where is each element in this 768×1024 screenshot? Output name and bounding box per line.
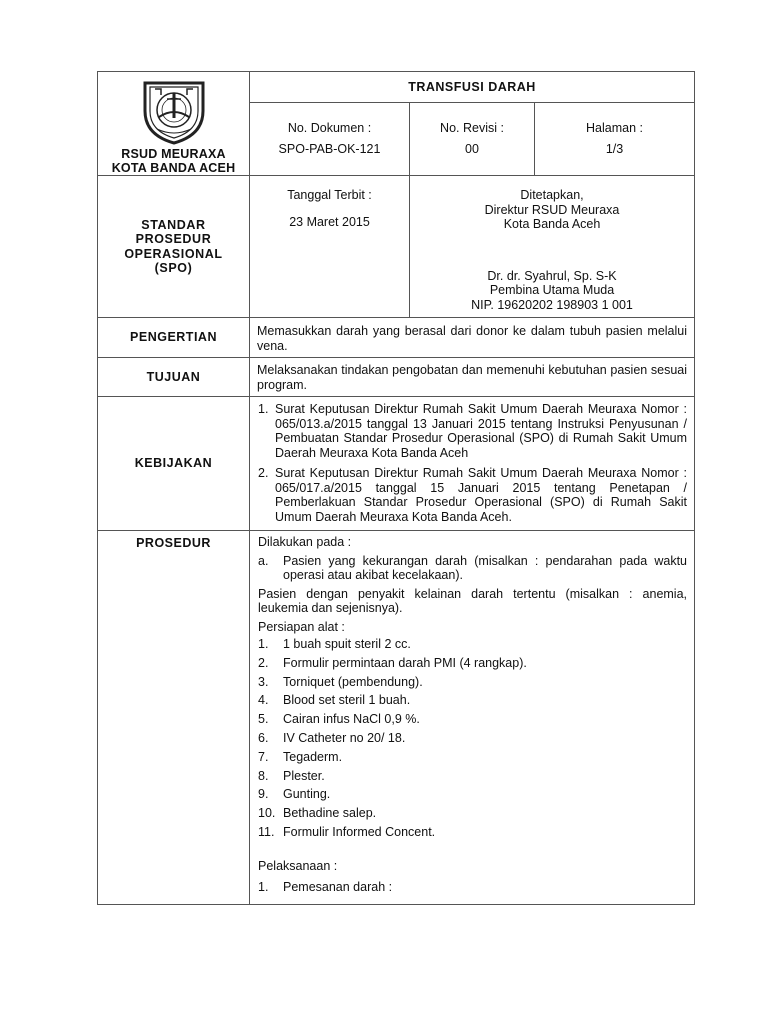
prosedur-intro: Dilakukan pada : [258, 535, 352, 549]
spo-line2: PROSEDUR [135, 232, 212, 246]
logo-cell [98, 72, 250, 176]
spo-line3: OPERASIONAL [124, 246, 223, 261]
hospital-name-line1: RSUD MEURAXA [121, 147, 226, 161]
prosedur-label: PROSEDUR [98, 531, 250, 905]
alat-item-text: 1 buah spuit steril 2 cc. [283, 637, 411, 651]
pelaksanaan-label: Pelaksanaan : [258, 859, 338, 874]
alat-list [258, 637, 687, 839]
direktur-nip: NIP. 19620202 198903 1 001 [471, 297, 633, 312]
pengertian-label: PENGERTIAN [98, 318, 250, 358]
no-revisi-value: 00 [465, 142, 479, 157]
kota-text: Kota Banda Aceh [503, 217, 601, 231]
alat-item [258, 731, 687, 746]
tanggal-terbit-cell [250, 176, 410, 318]
alat-item-text: Torniquet (pembendung). [283, 674, 423, 689]
alat-item [258, 769, 687, 784]
prosedur-case-number: a. [258, 553, 269, 568]
alat-item-text: Plester. [283, 768, 325, 783]
spo-line4: (SPO) [154, 261, 193, 275]
kebijakan-item-text: Surat Keputusan Direktur Rumah Sakit Umum Daerah Meuraxa Nomor : 065/017.a/2015 tanggal 15 Januari 2015 tentang Penetapan / Pemberlakuan Standar Prosedur Operasional (SPO) di Rumah Sakit Umum Daerah Meuraxa Kota Banda Aceh. [275, 466, 688, 524]
ditetapkan-text: Ditetapkan, [520, 188, 584, 202]
alat-item-text: IV Catheter no 20/ 18. [283, 730, 406, 745]
tanggal-terbit-value: 23 Maret 2015 [289, 214, 370, 229]
alat-item-number: 6. [258, 730, 269, 745]
alat-item-number: 11. [258, 824, 275, 839]
alat-item [258, 787, 687, 802]
alat-item-text: Bethadine salep. [283, 806, 377, 821]
alat-item [258, 712, 687, 727]
alat-item-number: 1. [258, 637, 269, 651]
alat-item-number: 3. [258, 674, 269, 689]
alat-item [258, 656, 687, 671]
direktur-pangkat: Pembina Utama Muda [489, 283, 615, 297]
alat-item-number: 10. [258, 806, 276, 821]
tanggal-terbit-label: Tanggal Terbit : [287, 188, 372, 202]
prosedur-cell [250, 531, 695, 905]
halaman-cell [535, 102, 695, 175]
kebijakan-label: KEBIJAKAN [98, 397, 250, 531]
pelaksanaan-item [258, 880, 687, 895]
halaman-value: 1/3 [605, 142, 624, 157]
prosedur-case-text: Pasien yang kekurangan darah (misalkan : pendarahan pada waktu operasi atau akibat kecelakaan). [283, 553, 688, 582]
kebijakan-item [258, 402, 687, 460]
pengertian-text: Memasukkan darah yang berasal dari donor ke dalam tubuh pasien melalui vena. [250, 318, 695, 358]
tujuan-text: Melaksanakan tindakan pengobatan dan memenuhi kebutuhan pasien sesuai program. [250, 358, 695, 397]
spo-label-cell [98, 176, 250, 318]
kebijakan-item-number: 1. [258, 402, 269, 416]
no-dokumen-value: SPO-PAB-OK-121 [278, 142, 381, 157]
alat-item [258, 825, 687, 840]
kebijakan-item [258, 466, 687, 524]
tujuan-label: TUJUAN [98, 358, 250, 397]
hospital-name-line2: KOTA BANDA ACEH [111, 161, 236, 175]
persiapan-alat-label: Persiapan alat : [258, 619, 345, 634]
kebijakan-item-number: 2. [258, 466, 269, 480]
direktur-text: Direktur RSUD Meuraxa [484, 202, 620, 217]
no-revisi-cell [410, 102, 535, 175]
alat-item [258, 675, 687, 690]
alat-item-text: Cairan infus NaCl 0,9 %. [283, 712, 420, 727]
kebijakan-list [258, 402, 687, 524]
alat-item [258, 750, 687, 765]
document-title: TRANSFUSI DARAH [250, 72, 695, 103]
alat-item [258, 693, 687, 708]
no-revisi-label: No. Revisi : [440, 120, 504, 135]
prosedur-case-item [258, 554, 687, 583]
alat-item-text: Gunting. [283, 787, 331, 802]
pelaksanaan-list [258, 880, 687, 895]
direktur-nama: Dr. dr. Syahrul, Sp. S-K [487, 268, 617, 283]
alat-item-text: Formulir Informed Concent. [283, 824, 436, 839]
alat-item-text: Tegaderm. [283, 749, 343, 764]
pelaksanaan-item-number: 1. [258, 879, 269, 894]
spo-document [97, 71, 694, 905]
kebijakan-item-text: Surat Keputusan Direktur Rumah Sakit Umum Daerah Meuraxa Nomor : 065/013.a/2015 tanggal 13 Januari 2015 tentang Instruksi Penyusunan / Pembuatan Standar Prosedur Operasional (SPO) di Rumah Sakit Umum Daerah Meuraxa Kota Banda Aceh [275, 402, 688, 460]
no-dokumen-cell [250, 102, 410, 175]
alat-item-number: 9. [258, 787, 269, 802]
spo-line1: STANDAR [141, 217, 206, 232]
alat-item-number: 4. [258, 693, 269, 708]
prosedur-case-b-text: Pasien dengan penyakit kelainan darah tertentu (misalkan : anemia, leukemia dan sejenisnya). [258, 586, 688, 615]
pengesahan-cell [410, 176, 695, 318]
alat-item-number: 8. [258, 768, 269, 783]
alat-item-text: Blood set steril 1 buah. [283, 693, 411, 708]
prosedur-case-list [258, 554, 687, 583]
hospital-logo [137, 77, 211, 147]
alat-item-number: 7. [258, 749, 269, 764]
alat-item [258, 806, 687, 821]
alat-item-number: 5. [258, 712, 269, 727]
spo-table [97, 71, 695, 905]
alat-item [258, 637, 687, 652]
no-dokumen-label: No. Dokumen : [287, 120, 372, 135]
kebijakan-cell [250, 397, 695, 531]
alat-item-number: 2. [258, 655, 269, 670]
alat-item-text: Formulir permintaan darah PMI (4 rangkap). [283, 655, 527, 670]
halaman-label: Halaman : [586, 120, 643, 135]
pelaksanaan-item-text: Pemesanan darah : [283, 879, 393, 894]
